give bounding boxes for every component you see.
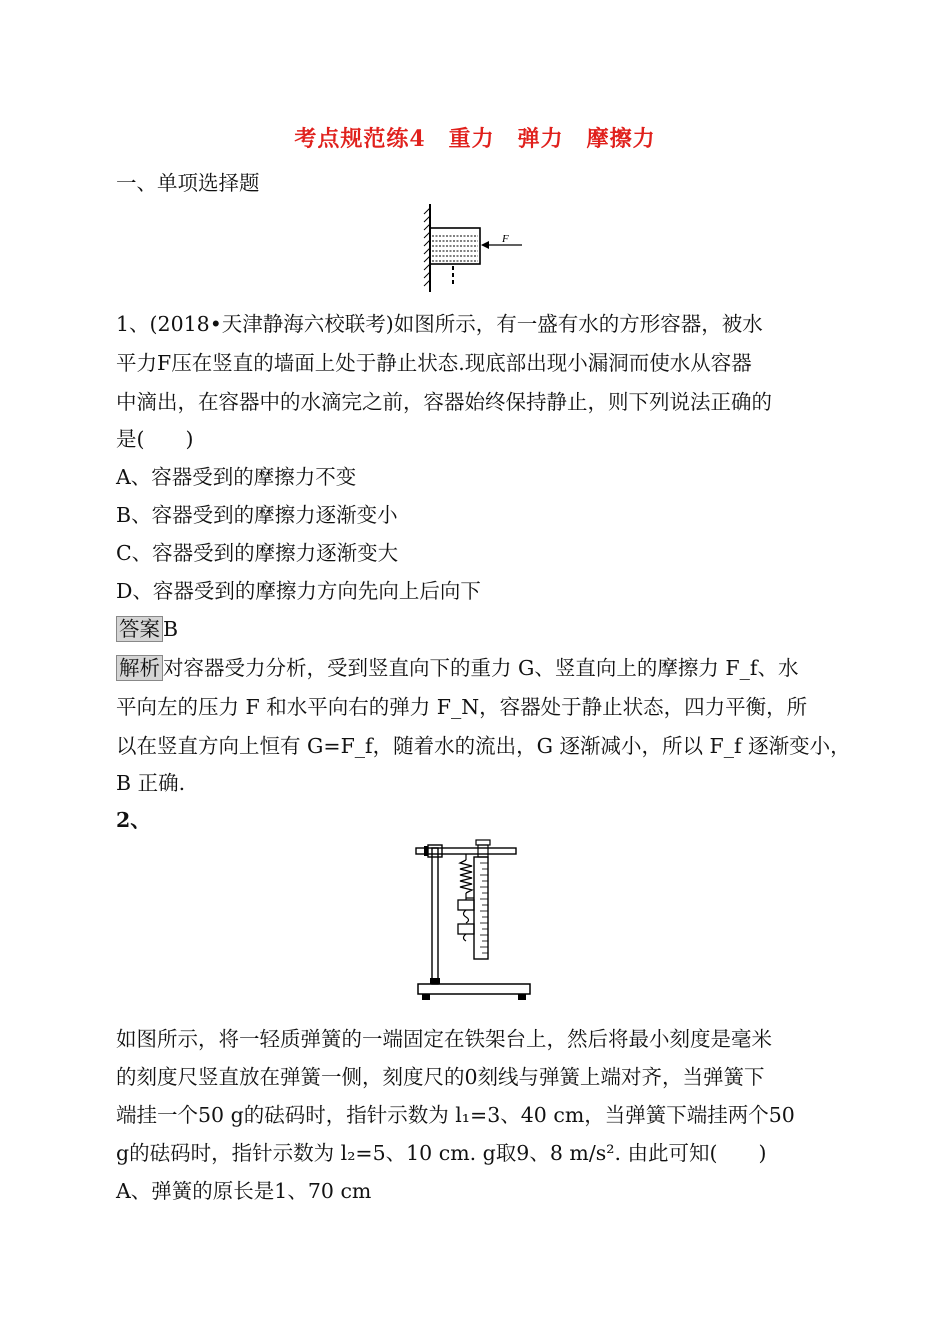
q2-line-3: 端挂一个50 g的砝码时，指针示数为 l₁=3、40 cm，当弹簧下端挂两个50 (116, 1103, 795, 1127)
q1-line-1: 1、(2018•天津静海六校联考)如图所示，有一盛有水的方形容器，被水 (116, 312, 763, 336)
q2-line-2: 的刻度尺竖直放在弹簧一侧，刻度尺的0刻线与弹簧上端对齐，当弹簧下 (116, 1065, 765, 1089)
analysis-tag: 解析 (116, 655, 163, 681)
analysis-line-2: 平向左的压力 F 和水平向右的弹力 F_N，容器处于静止状态，四力平衡，所 (116, 695, 808, 719)
q1-answer-row (116, 610, 178, 648)
q1-line-3: 中滴出，在容器中的水滴完之前，容器始终保持静止，则下列说法正确的 (116, 390, 772, 414)
answer-value: B (163, 617, 179, 641)
analysis-line-4: B 正确. (116, 771, 186, 795)
q1-line-4: 是( ) (116, 427, 194, 451)
force-label: F (502, 233, 509, 245)
spring-stand-figure (410, 838, 536, 1010)
q1-analysis-row-1 (116, 649, 798, 687)
q2-number: 2、 (116, 808, 151, 832)
q2-line-4: g的砝码时，指针示数为 l₂=5、10 cm. g取9、8 m/s². 由此可知( ) (116, 1141, 767, 1165)
q1-option-d: D、容器受到的摩擦力方向先向上后向下 (116, 579, 481, 603)
page-title: 考点规范练4 重力 弹力 摩擦力 (294, 126, 656, 152)
q1-option-a: A、容器受到的摩擦力不变 (116, 465, 357, 489)
q1-option-b: B、容器受到的摩擦力逐渐变小 (116, 503, 398, 527)
q1-option-c: C、容器受到的摩擦力逐渐变大 (116, 541, 399, 565)
analysis-line-1: 对容器受力分析，受到竖直向下的重力 G、竖直向上的摩擦力 F_f、水 (163, 656, 799, 680)
q2-option-a: A、弹簧的原长是1、70 cm (116, 1179, 372, 1203)
section-heading: 一、单项选择题 (116, 171, 260, 195)
q1-line-2: 平力F压在竖直的墙面上处于静止状态.现底部出现小漏洞而使水从容器 (116, 351, 752, 375)
answer-tag: 答案 (116, 616, 163, 642)
analysis-line-3: 以在竖直方向上恒有 G=F_f，随着水的流出，G 逐渐减小，所以 F_f 逐渐变小， (116, 734, 851, 758)
container-wall-figure (420, 200, 530, 296)
q2-line-1: 如图所示，将一轻质弹簧的一端固定在铁架台上，然后将最小刻度是毫米 (116, 1027, 772, 1051)
